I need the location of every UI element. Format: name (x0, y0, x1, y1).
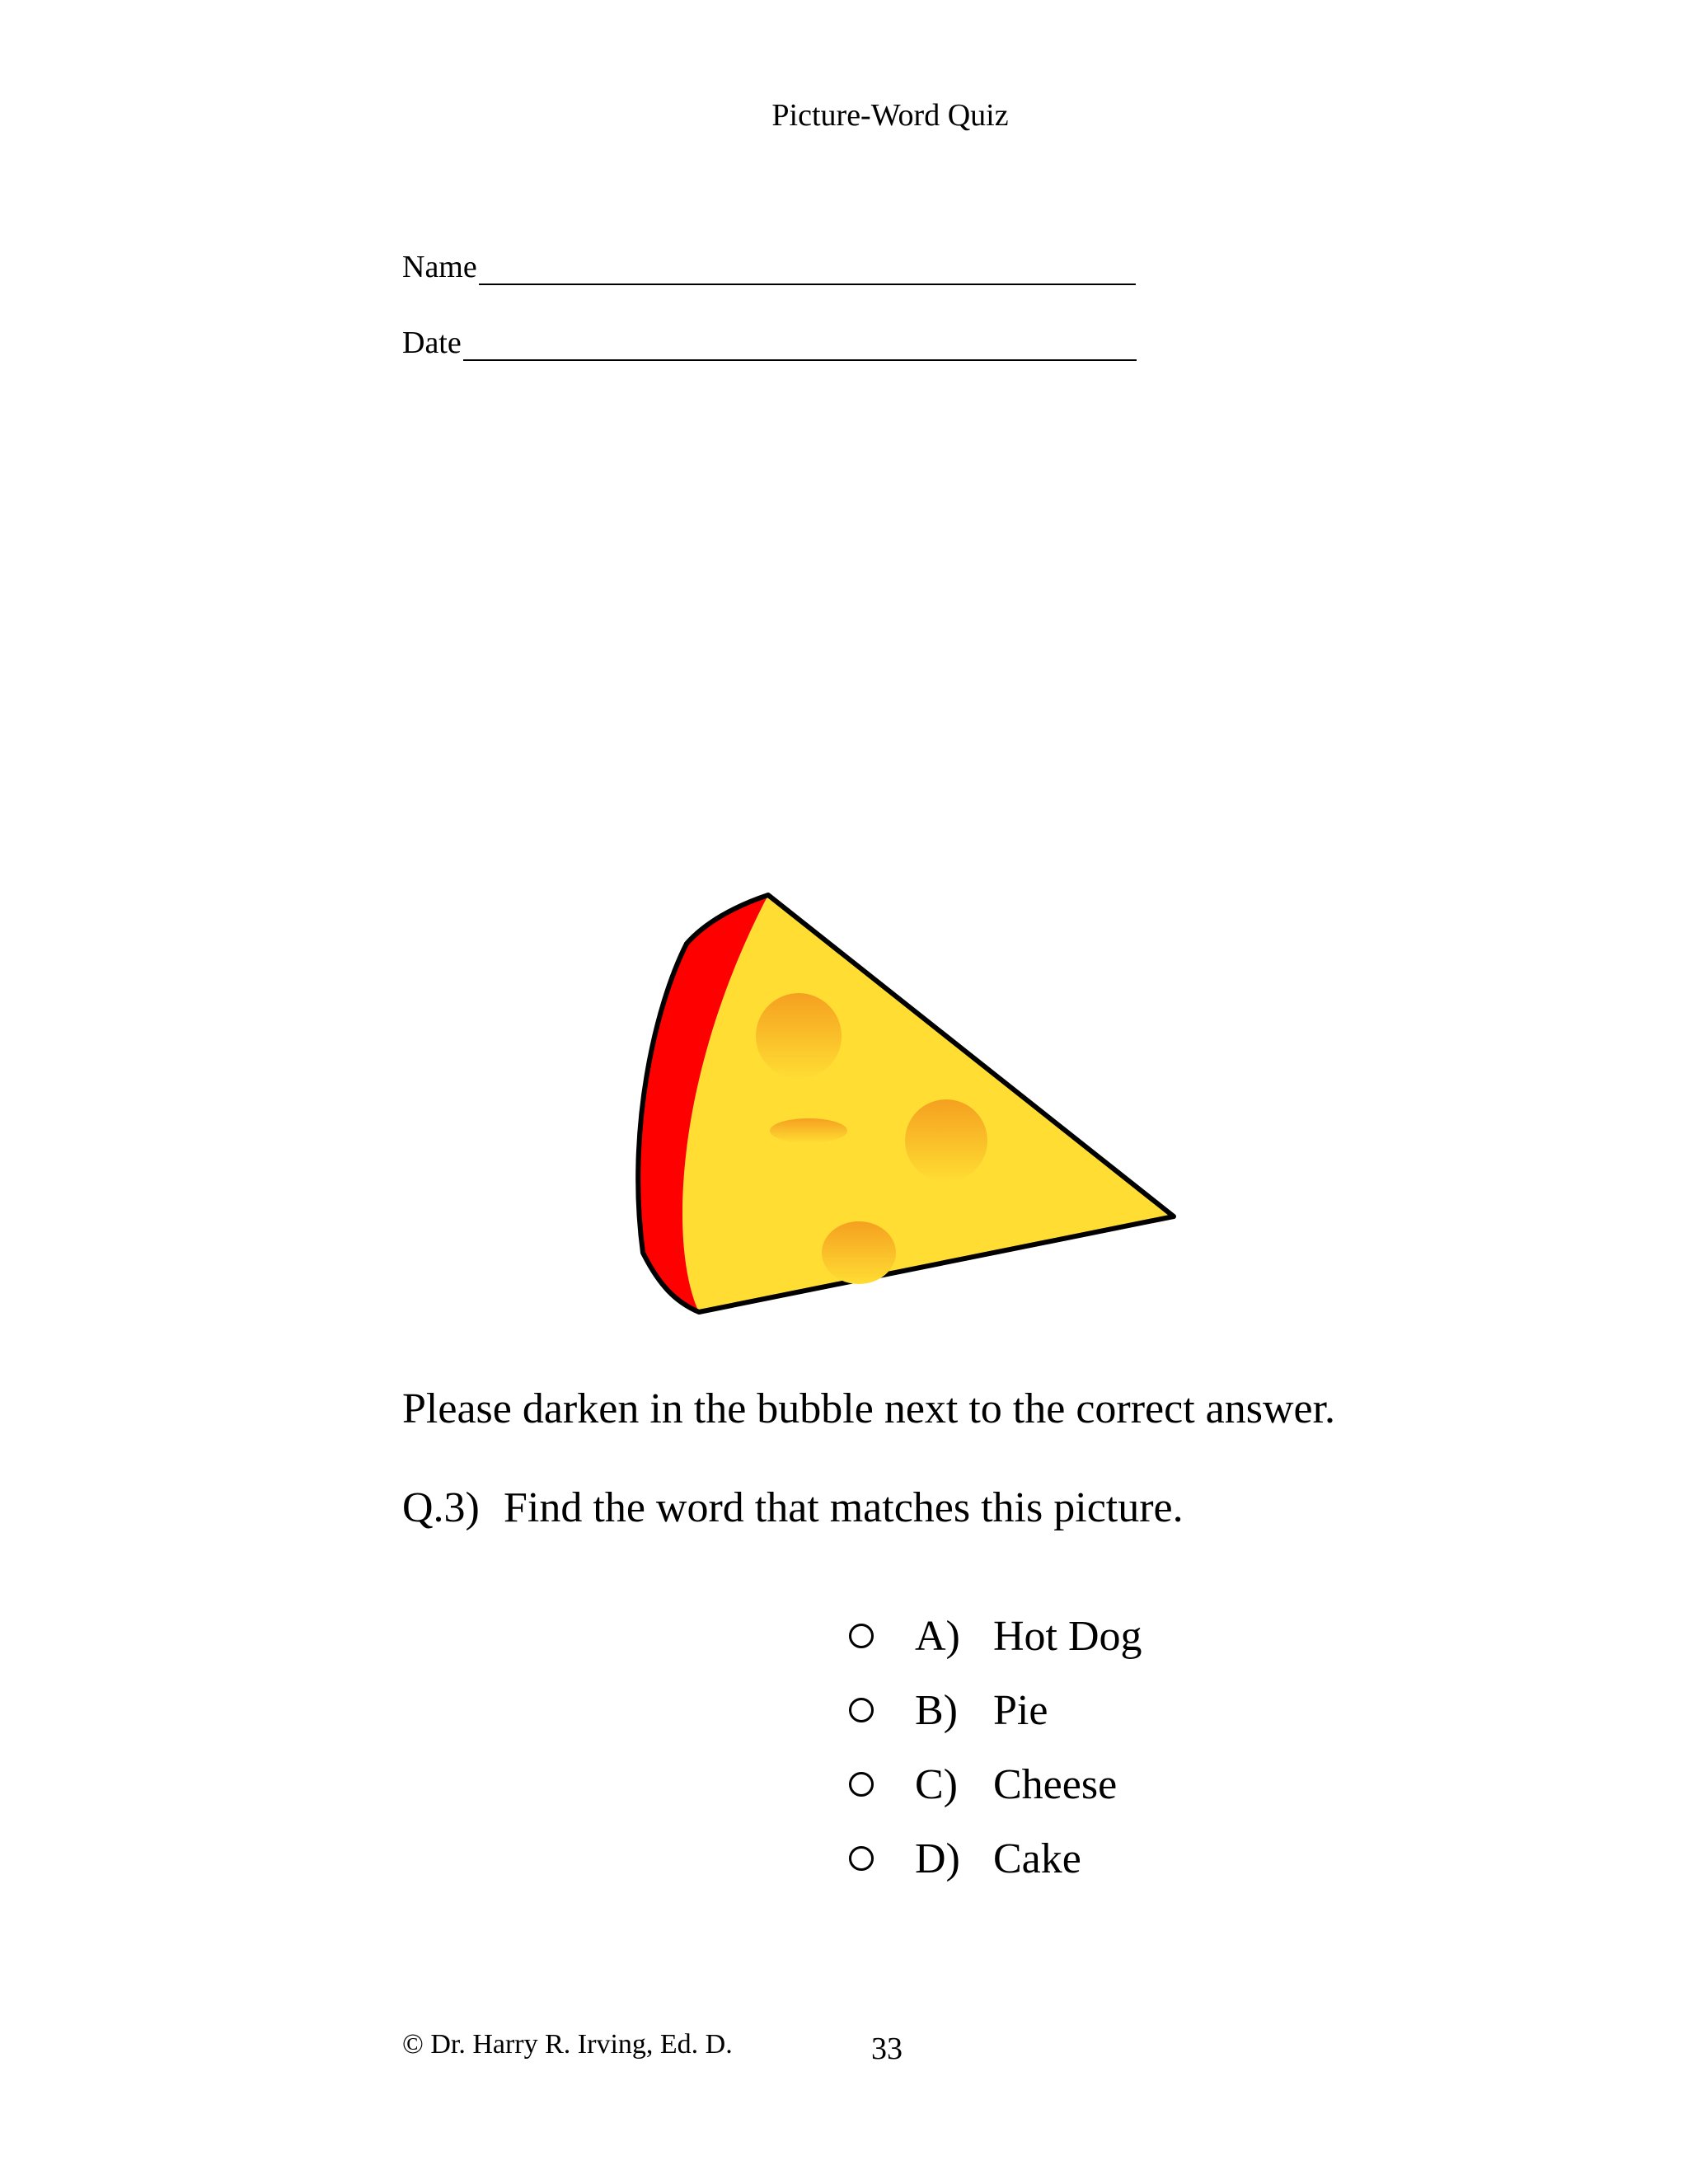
cheese-hole (905, 1099, 987, 1182)
option-b[interactable] (849, 1673, 1142, 1747)
option-a[interactable] (849, 1599, 1142, 1673)
copyright-notice: © Dr. Harry R. Irving, Ed. D. (402, 2029, 733, 2060)
option-letter: C) (915, 1760, 958, 1808)
answer-bubble[interactable] (849, 1846, 874, 1871)
page-title: Picture-Word Quiz (771, 98, 1009, 133)
answer-bubble[interactable] (849, 1772, 874, 1797)
date-field[interactable] (402, 325, 1137, 361)
option-letter: B) (915, 1686, 958, 1734)
option-label: Cake (993, 1835, 1081, 1882)
name-field[interactable] (402, 249, 1136, 285)
name-label: Name (402, 250, 477, 284)
answer-bubble[interactable] (849, 1698, 874, 1722)
option-d[interactable] (849, 1821, 1142, 1896)
option-c[interactable] (849, 1747, 1142, 1821)
option-label: Hot Dog (993, 1612, 1142, 1660)
cheese-wedge-icon (610, 882, 1203, 1327)
option-label: Cheese (993, 1760, 1118, 1808)
cheese-top-face (682, 895, 1174, 1312)
page-number: 33 (871, 2032, 903, 2066)
option-letter: A) (915, 1612, 960, 1660)
name-blank-line[interactable] (479, 255, 1136, 285)
question-text: Find the word that matches this picture. (504, 1484, 1184, 1531)
instruction-text: Please darken in the bubble next to the correct answer. (402, 1385, 1336, 1432)
date-blank-line[interactable] (463, 331, 1137, 361)
question (402, 1483, 1184, 1532)
answer-bubble[interactable] (849, 1624, 874, 1648)
cheese-hole (770, 1118, 847, 1143)
cheese-hole (822, 1221, 896, 1284)
answer-options (849, 1599, 1142, 1896)
question-number: Q.3) (402, 1484, 480, 1531)
date-label: Date (402, 326, 462, 360)
option-label: Pie (993, 1686, 1048, 1734)
cheese-hole (756, 993, 842, 1079)
option-letter: D) (915, 1835, 960, 1882)
